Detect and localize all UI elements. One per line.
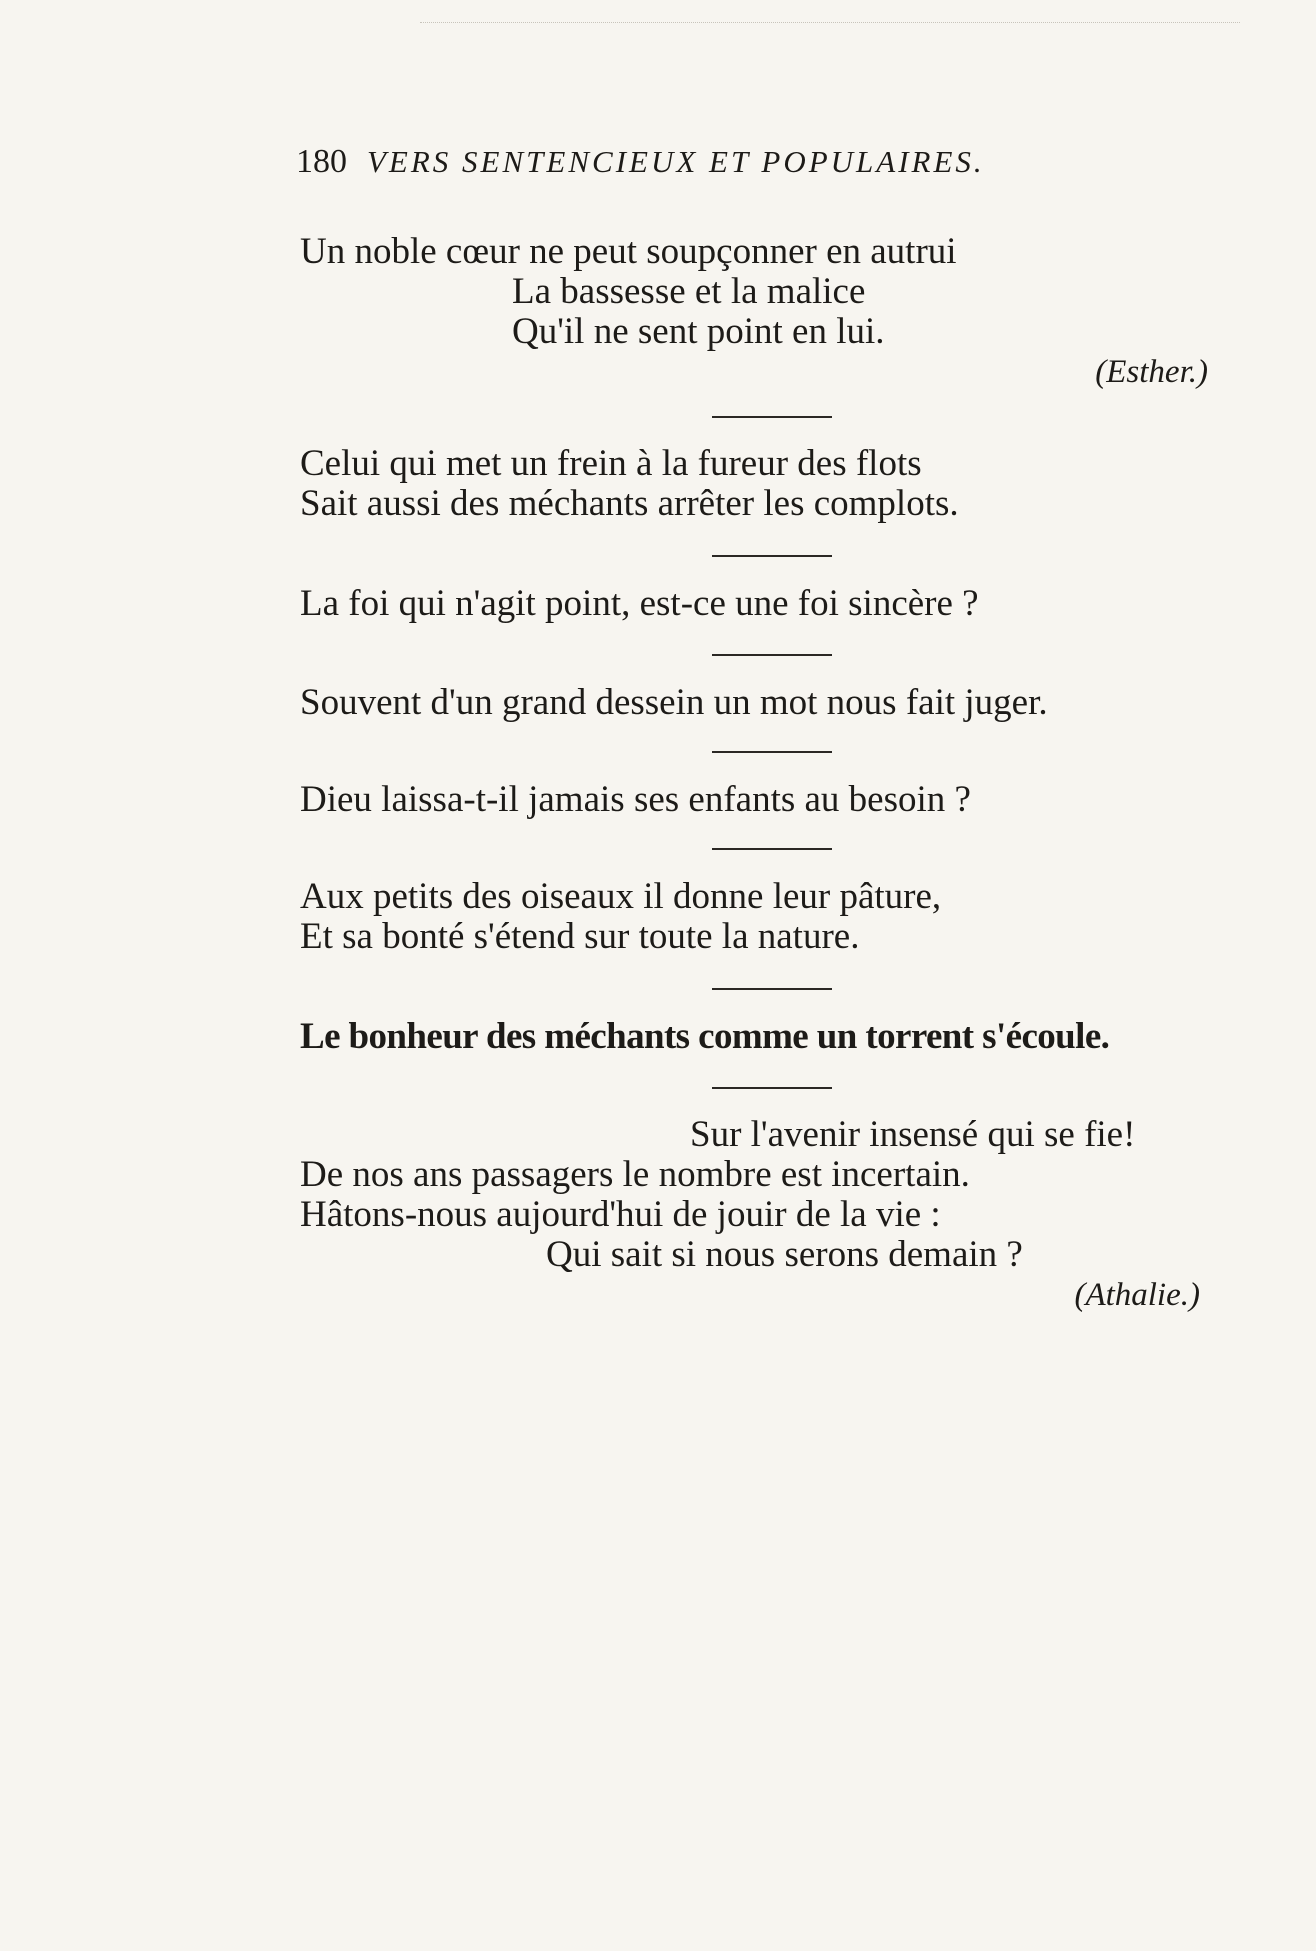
verse-line: Sur l'avenir insensé qui se fie!	[690, 1114, 1136, 1155]
verse-block-esther	[300, 232, 1260, 392]
verse-line: Hâtons-nous aujourd'hui de jouir de la vie :	[300, 1194, 941, 1235]
page-top-edge	[420, 22, 1240, 25]
section-divider	[712, 848, 832, 850]
running-title: VERS SENTENCIEUX ET POPULAIRES.	[367, 144, 985, 179]
running-header	[296, 142, 985, 188]
verse-line: Et sa bonté s'étend sur toute la nature.	[300, 916, 860, 957]
verse-line: La foi qui n'agit point, est-ce une foi sincère ?	[300, 583, 979, 624]
verse-block	[300, 444, 1260, 524]
source-attribution: (Esther.)	[1095, 354, 1208, 390]
verse-block-athalie	[300, 1115, 1260, 1315]
verse-line: Qui sait si nous serons demain ?	[546, 1234, 1023, 1275]
section-divider	[712, 1087, 832, 1089]
verse-block	[300, 780, 1260, 820]
verse-line: Souvent d'un grand dessein un mot nous fait juger.	[300, 682, 1048, 723]
verse-line: La bassesse et la malice	[512, 271, 866, 312]
verse-line: Sait aussi des méchants arrêter les complots.	[300, 483, 959, 524]
verse-line: De nos ans passagers le nombre est incertain.	[300, 1154, 970, 1195]
verse-line: Le bonheur des méchants comme un torrent s'écoule.	[300, 1016, 1110, 1057]
section-divider	[712, 988, 832, 990]
verse-block	[300, 683, 1260, 723]
verse-line: Dieu laissa-t-il jamais ses enfants au besoin ?	[300, 779, 971, 820]
verse-line: Celui qui met un frein à la fureur des flots	[300, 443, 922, 484]
verse-block	[300, 584, 1260, 624]
section-divider	[712, 416, 832, 418]
source-attribution: (Athalie.)	[1074, 1277, 1200, 1313]
page-number: 180	[296, 143, 347, 180]
verse-block	[300, 1017, 1260, 1057]
section-divider	[712, 751, 832, 753]
verse-line: Qu'il ne sent point en lui.	[512, 311, 885, 352]
verse-block	[300, 877, 1260, 957]
section-divider	[712, 555, 832, 557]
verse-line: Aux petits des oiseaux il donne leur pâture,	[300, 876, 942, 917]
section-divider	[712, 654, 832, 656]
verse-line: Un noble cœur ne peut soupçonner en autrui	[300, 231, 957, 272]
